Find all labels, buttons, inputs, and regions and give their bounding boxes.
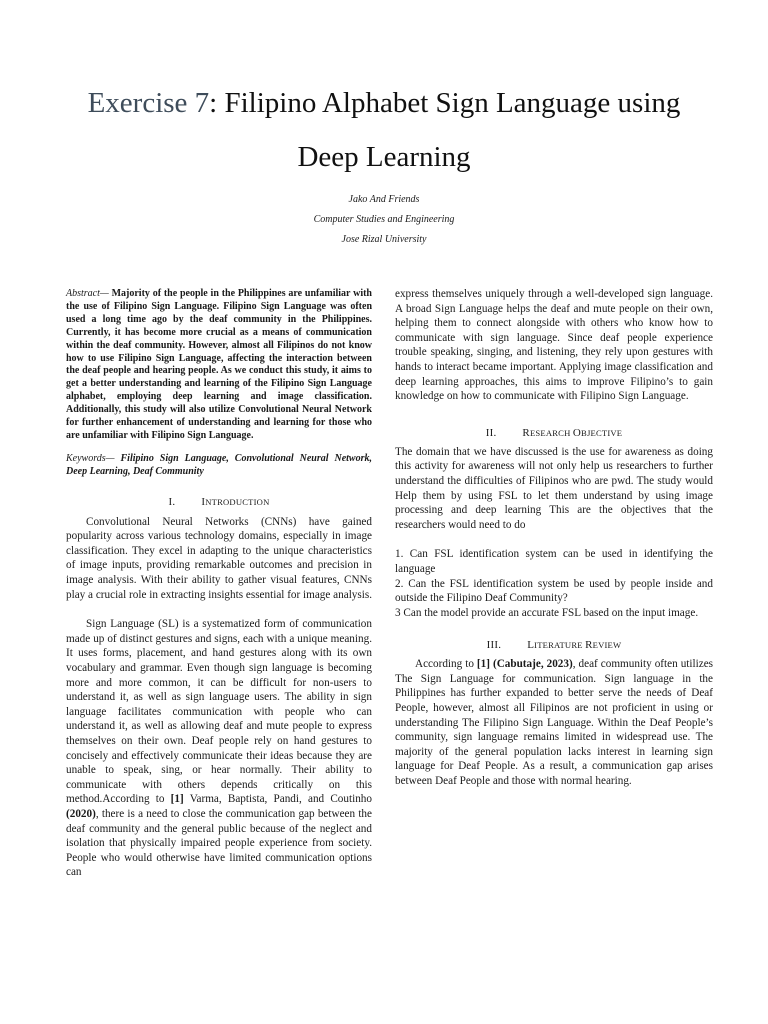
section-rest: NTRODUCTION xyxy=(205,496,270,507)
literature-paragraph xyxy=(395,657,713,788)
objective-item-1: 1. Can FSL identification system can be used in identifying the language xyxy=(395,548,713,575)
spacer xyxy=(395,532,713,547)
section-number: I. xyxy=(168,495,176,508)
section-cap: I xyxy=(201,495,206,508)
left-column xyxy=(66,288,372,880)
continued-paragraph: express themselves uniquely through a well-developed sign language. A broad Sign Language helps the deaf and mute people on their own, helping them to connect alongside with others who know how to communicate with sign language. Since deaf people experience trouble speaking, singing, and listening, they rely upon gestures with hands to interact became important. Applying image classification and deep learning approaches, this aims to improve Filipino’s to gain knowledge on how to communicate with Filipino Sign Language. xyxy=(395,288,713,403)
literature-text-b: , deaf community often utilizes The Sign Language for communication. Sign language in the Philippines has further expanded to better serve the needs of Deaf People, however, almost all Filipinos are not proficient in using or understanding The Filipino Sign Language. Within the Deaf People’s community, sign language remains limited in widespread use. The majority of the general population lacks interest in learning sign language for Deaf People. As a result, a communication gap arises between Deaf People and those with normal hearing. xyxy=(395,658,714,788)
objective-item-3: 3 Can the model provide an accurate FSL based on the input image. xyxy=(395,606,699,619)
spacer xyxy=(66,479,372,495)
objective-intro: The domain that we have discussed is the use for awareness as doing this activity for awareness will not only help us researchers to further understand the difficulties of Filipinos who are pwd. The study would Help them by using FSL to let them understand by using image processing and deep learning This are the objectives that the researchers would need to do xyxy=(395,445,713,531)
spacer xyxy=(66,602,372,617)
keywords xyxy=(66,453,372,479)
section-rest: EVIEW xyxy=(592,640,622,651)
intro-p2-text-b: Varma, Baptista, Pandi, and Coutinho xyxy=(183,793,372,806)
author-department: Computer Studies and Engineering xyxy=(313,214,455,225)
section-cap: L xyxy=(527,639,535,652)
keywords-label: Keywords— xyxy=(66,452,115,464)
section-cap: R xyxy=(585,639,593,652)
section-rest: ESEARCH xyxy=(529,427,573,438)
citation-year: (2020) xyxy=(66,807,96,820)
paper-title xyxy=(0,76,768,184)
objective-item-2: 2. Can the FSL identification system be used by people inside and outside the Filipino Deaf Community? xyxy=(395,577,713,605)
right-column xyxy=(395,287,713,789)
abstract-label: Abstract— xyxy=(66,288,109,299)
section-number: II. xyxy=(485,426,497,439)
intro-paragraph-1: Convolutional Neural Networks (CNNs) have gained popularity across various technology domains, especially in image classification. They excel in adapting to the unique characteristics of image inputs, providing remarkable outcomes and precision in image analysis. With their ability to gather visual features, CNNs play a crucial role in extracting insights essential for image analysis. xyxy=(66,515,373,601)
section-heading-introduction xyxy=(66,495,372,509)
title-exercise-label: Exercise 7 xyxy=(87,87,210,119)
section-cap: R xyxy=(522,426,530,439)
section-heading-research-objective xyxy=(395,426,713,440)
abstract xyxy=(66,288,372,443)
section-heading-literature-review xyxy=(395,638,713,652)
section-rest: ITERATURE xyxy=(534,640,586,651)
author-block xyxy=(0,190,768,250)
title-line-2: Deep Learning xyxy=(297,141,471,173)
author-university: Jose Rizal University xyxy=(341,234,427,245)
section-rest: BJECTIVE xyxy=(581,427,623,438)
spacer xyxy=(395,620,713,638)
intro-p2-text-c: , there is a need to close the communication gap between the deaf community and the general public because of the neglect and isolation that physically impaired people experience from society. People who would otherwise have limited communication options can xyxy=(66,807,372,879)
literature-text-a: According to xyxy=(415,658,477,671)
citation-ref: [1] (Cabutaje, 2023) xyxy=(476,658,573,671)
section-number: III. xyxy=(486,639,502,652)
citation-ref: [1] xyxy=(170,793,184,806)
spacer xyxy=(395,404,713,426)
author-name: Jako And Friends xyxy=(348,194,420,205)
intro-p2-text-a: Sign Language (SL) is a systematized form of communication made up of distinct gestures and signs, each with a unique meaning. It uses forms, placement, and hand gestures along with its own vocabulary and grammar. Even though sign language is becoming more and more common, it can be difficult for non-users to understand it, as well as sign language users. The ability in sign language facilitates communication with people who can understand it, as well as allowing deaf and mute people to express themselves on their own. Deaf people rely on hand gestures to concisely and effectively communicate their ideas because they are unable to speak, sing, or hear normally. Their ability to communicate with others depends critically on this method.According to xyxy=(66,618,372,806)
intro-paragraph-2 xyxy=(66,617,372,880)
abstract-text: Majority of the people in the Philippines are unfamiliar with the use of Filipino Sign Language. Filipino Sign Language was often used a long time ago by the deaf community in the Philippines. Currently, it has become more crucial as a means of communication within the deaf community. However, almost all Filipinos do not know how to use Filipino Sign Language, affecting the interaction between the deaf people and hearing people. As we conduct this study, it aims to get a better understanding and learning of the Filipino Sign Language alphabet, employing deep learning and image classification. Additionally, this study will also utilize Convolutional Neural Network for further enhancement of understanding and learning for those who are unfamiliar with Filipino Sign Language. xyxy=(66,288,372,441)
keywords-text: Filipino Sign Language, Convolutional Neural Network, Deep Learning, Deaf Community xyxy=(66,452,372,477)
section-cap: O xyxy=(572,426,582,439)
title-main-text: : Filipino Alphabet Sign Language using xyxy=(209,87,681,119)
